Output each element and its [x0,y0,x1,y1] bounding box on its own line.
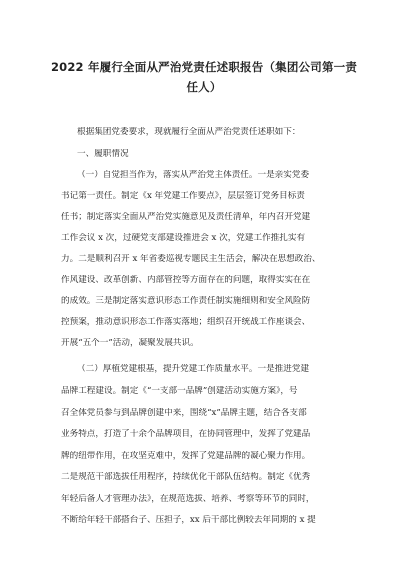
paragraph-2-line-6: 二是规范干部选拔任用程序，持续优化干部队伍结构。制定《优秀 [61,472,311,482]
paragraph-1-line-9: 开展“五个一”活动，凝聚发展共识。 [61,338,199,348]
document-title-line-1: 2022 年履行全面从严治党责任述职报告（集团公司第一责 [50,60,358,74]
paragraph-1-line-4: 工作会议 x 次，过硬党支部建设推进会 x 次，党建工作推扎实有 [61,233,306,243]
paragraph-1-line-1: （一）自觉担当作为，落实从严治党主体责任。一是亲实党委 [77,170,310,180]
paragraph-2-line-8: 不断给年轻干部搭台子、压担子，xx 后干部比例较去年同期的 x 提 [61,515,316,525]
paragraph-2-line-1: （二）厚植党建根基，提升党建工作质量水平。一是推进党建 [77,364,310,374]
paragraph-2-line-3: 召全体党员参与到品牌创建中来，围绕“x”品牌主题，结合各支部 [61,408,307,418]
paragraph-1-line-5: 力。二是顺利召开 x 年省委巡视专题民主生活会，解决在思想政治、 [61,254,321,264]
paragraph-2-line-7: 年轻后备人才管理办法》，在规范选拔、培养、考察等环节的同时， [61,494,315,504]
paragraph-2-line-4: 业务特点，打造了十余个品牌项目，在协同管理中，发挥了党建品 [61,429,311,439]
section-heading: 一、履职情况 [77,149,129,159]
paragraph-1-line-2: 书记第一责任。制定《x 年党建工作要点》，层层签订党务目标责 [61,191,305,201]
document-title-line-2: 任人） [186,80,222,94]
paragraph-1-line-7: 的成效。三是制定落实意识形态工作责任制实施细则和安全风险防 [61,296,311,306]
paragraph-1-line-6: 作风建设、改革创新、内部管控等方面存在的问题，取得实实在在 [61,275,311,285]
intro-text: 根据集团党委要求，现就履行全面从严治党责任述职如下： [77,127,301,137]
paragraph-2-line-5: 牌的纽带作用，在攻坚克难中，发挥了党建品牌的凝心聚力作用。 [61,451,311,461]
paragraph-1-line-3: 任书；制定落实全面从严治党实施意见及责任清单，年内召开党建 [61,212,311,222]
paragraph-2-line-2: 品牌工程建设。制定《“一支部一品牌”创建活动实施方案》，号 [61,386,298,396]
paragraph-1-line-8: 控预案，推动意识形态工作落实落地；组织召开统战工作座谈会、 [61,317,311,327]
